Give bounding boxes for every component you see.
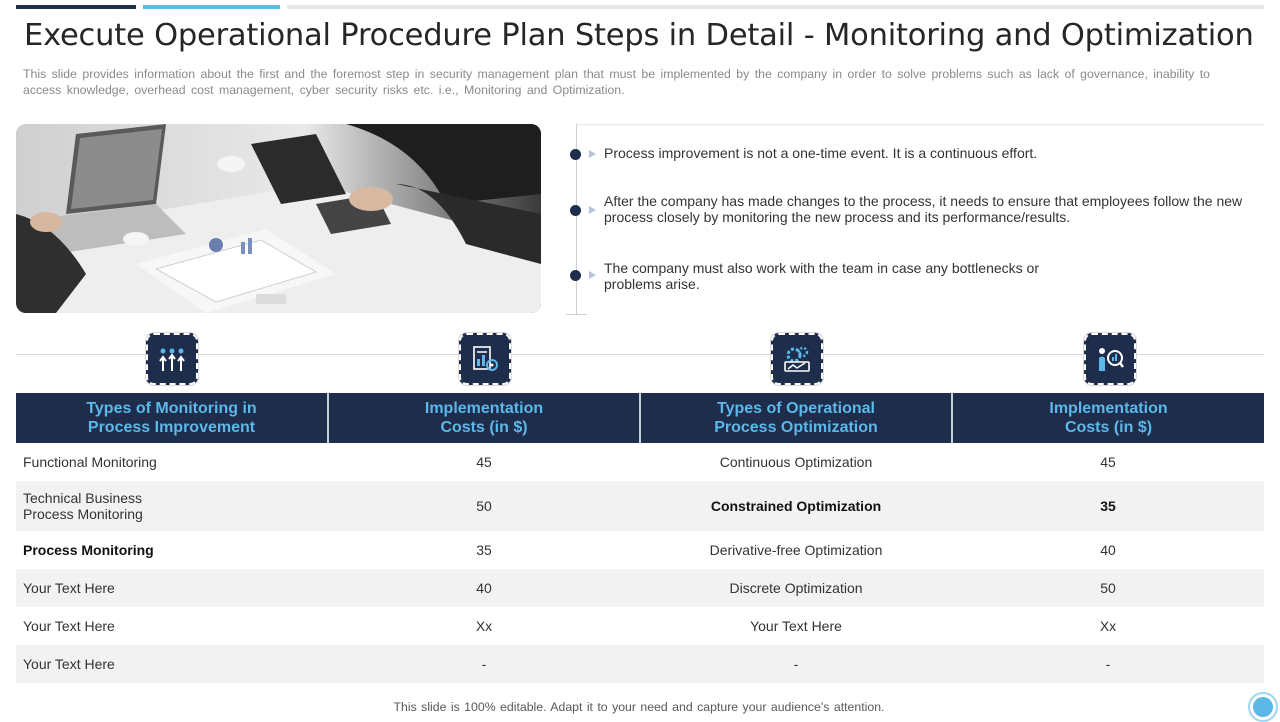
table-cell: Your Text Here [16, 569, 328, 607]
table-cell: Your Text Here [16, 645, 328, 683]
bullet-arrow-icon [589, 271, 596, 279]
table-row [16, 443, 1264, 481]
header-line: Implementation [424, 400, 544, 417]
table-cell: 35 [952, 481, 1264, 531]
header-implementation-costs [328, 393, 640, 443]
bullet-dot-icon [570, 205, 581, 216]
header-monitoring-types [16, 393, 328, 443]
table-cell: 45 [1100, 454, 1116, 470]
table-cell: 35 [476, 542, 492, 558]
table-row [16, 531, 1264, 569]
monitoring-optimization-table [16, 393, 1264, 683]
header-line: Process Improvement [87, 419, 256, 436]
table-cell: 40 [1100, 542, 1116, 558]
header-line: Costs (in $) [1064, 419, 1153, 436]
bullet-text: The company must also work with the team in case any bottlenecks or problems arise. [604, 260, 1039, 292]
meeting-photo [16, 124, 541, 313]
table-cell: 50 [328, 481, 640, 531]
table-cell: Xx [1099, 618, 1117, 634]
table-cell: Derivative-free Optimization [709, 542, 883, 558]
cost-analysis-icon [1084, 333, 1136, 385]
table-cell: Technical Business Process Monitoring [16, 481, 328, 531]
header-line: Types of Monitoring in [86, 400, 257, 417]
table-cell: Xx [475, 618, 493, 634]
table-cell: 50 [952, 569, 1264, 607]
table-header-row [16, 393, 1264, 443]
slide-title: Execute Operational Procedure Plan Steps in Detail - Monitoring and Optimization [24, 18, 1254, 53]
process-gears-icon [771, 333, 823, 385]
bullet-dot-icon [570, 270, 581, 281]
header-line: Implementation [1049, 400, 1168, 417]
table-cell: 40 [328, 569, 640, 607]
table-cell: Your Text Here [750, 618, 842, 634]
bullet-arrow-icon [589, 206, 596, 214]
top-accent-bar-blue [143, 5, 280, 9]
table-cell: Continuous Optimization [719, 454, 873, 470]
bullet-arrow-icon [589, 150, 596, 158]
table-cell: Discrete Optimization [640, 569, 952, 607]
table-cell: Your Text Here [23, 618, 115, 634]
cost-chart-gear-icon [459, 333, 511, 385]
table-row [16, 645, 1264, 683]
table-cell: 45 [476, 454, 492, 470]
footer-note: This slide is 100% editable. Adapt it to your need and capture your audience’s attention. [393, 700, 885, 714]
top-accent-bar-dark [16, 5, 136, 9]
section-divider [16, 354, 1264, 355]
table-cell: Constrained Optimization [640, 481, 952, 531]
corner-badge-icon [1248, 692, 1278, 722]
header-line: Types of Operational [717, 400, 875, 417]
table-cell: Functional Monitoring [23, 454, 157, 470]
people-growth-icon [146, 333, 198, 385]
table-row [16, 481, 1264, 531]
header-implementation-costs [952, 393, 1264, 443]
table-cell: - [640, 645, 952, 683]
header-line: Costs (in $) [440, 419, 528, 436]
slide-subtitle: This slide provides information about the first and the foremost step in security management plan that must be implemented by the company in order to solve problems such as lack of governance, inability to access knowledge, overhead cost management, cyber security risks etc. i.e., Monitoring and Optimization. [23, 67, 1210, 97]
table-cell: Process Monitoring [23, 542, 154, 558]
bullet-text: After the company has made changes to the process, it needs to ensure that employees follow the new process closely by monitoring the new process and its performance/results. [604, 193, 1243, 225]
bullet-top-rule [577, 124, 1264, 125]
bullet-timeline-cap [566, 314, 587, 315]
bullet-dot-icon [570, 149, 581, 160]
table-row [16, 607, 1264, 645]
bullet-text: Process improvement is not a one-time event. It is a continuous effort. [604, 145, 1038, 161]
header-line: Process Optimization [714, 419, 878, 436]
top-accent-bar-grey [287, 5, 1264, 9]
table-row [16, 569, 1264, 607]
table-cell: - [328, 645, 640, 683]
table-cell: - [952, 645, 1264, 683]
header-optimization-types [640, 393, 952, 443]
